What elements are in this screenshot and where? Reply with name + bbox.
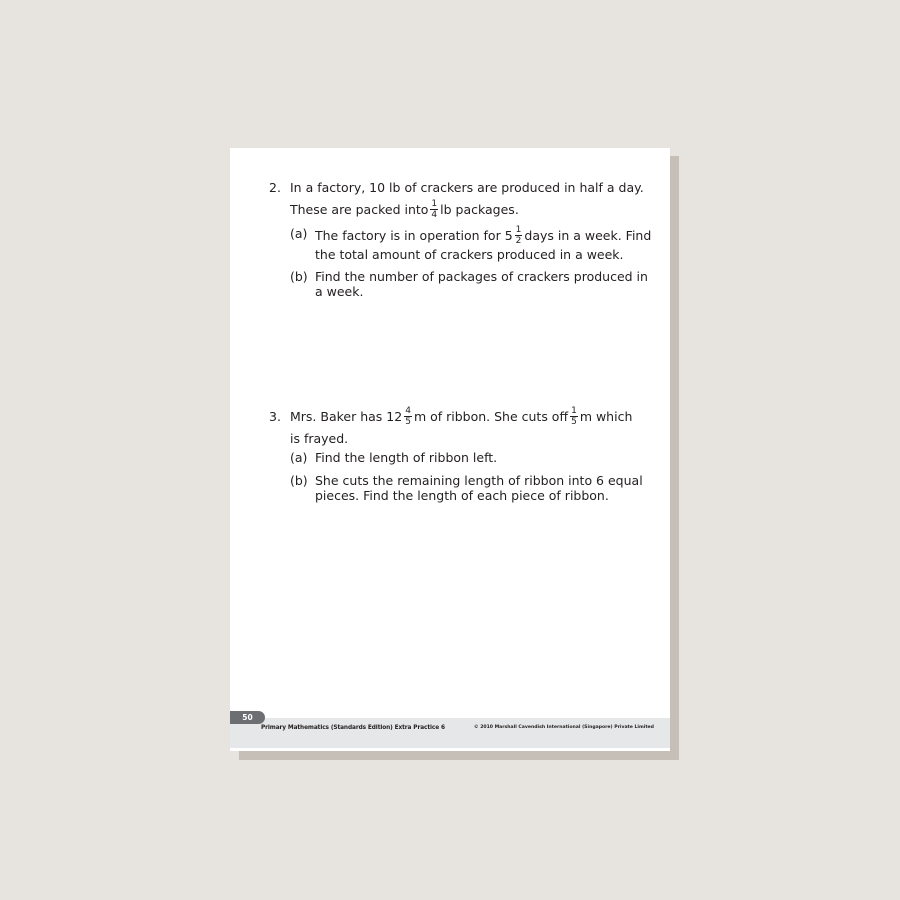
question-text-with-fraction xyxy=(290,200,519,219)
fraction-numerator: 1 xyxy=(571,405,577,416)
fraction-numerator: 1 xyxy=(515,225,522,235)
question-3-part-a xyxy=(269,450,629,465)
part-line xyxy=(315,225,652,246)
question-2-line-2 xyxy=(269,198,629,220)
question-text: is frayed. xyxy=(290,430,349,446)
question-3-line-2 xyxy=(269,427,629,449)
part-line: pieces. Find the length of each piece of ribbon. xyxy=(315,488,609,503)
fraction xyxy=(404,407,412,426)
fraction-numerator: 1 xyxy=(431,198,438,209)
question-text: In a factory, 10 lb of crackers are produced in half a day. xyxy=(290,179,644,195)
question-3 xyxy=(269,405,643,503)
text-segment: These are packed into xyxy=(290,201,429,217)
part-label: (b) xyxy=(290,269,308,284)
fraction xyxy=(515,226,523,245)
part-label: (a) xyxy=(290,226,308,241)
question-2 xyxy=(269,176,652,299)
part-line: She cuts the remaining length of ribbon into 6 equal xyxy=(315,473,643,488)
text-segment: Mrs. Baker has 12 xyxy=(290,408,403,424)
question-number: 2. xyxy=(269,179,281,195)
text-segment: m of ribbon. She cuts off xyxy=(413,408,569,424)
fraction xyxy=(570,407,578,426)
page-number-tab: 50 xyxy=(230,711,265,724)
question-text-with-fraction xyxy=(290,407,632,426)
book-title: Primary Mathematics (Standards Edition) Extra Practice 6 xyxy=(261,725,445,731)
text-segment: The factory is in operation for 5 xyxy=(315,228,513,243)
part-line: Find the number of packages of crackers produced in xyxy=(315,269,648,284)
part-line: Find the length of ribbon left. xyxy=(315,450,498,465)
question-2-line-1 xyxy=(269,176,644,198)
text-segment: lb packages. xyxy=(440,201,519,217)
part-line: the total amount of crackers produced in a week. xyxy=(315,247,624,262)
worksheet-page xyxy=(230,148,670,751)
question-3-part-b xyxy=(269,473,643,503)
question-2-part-a xyxy=(269,225,652,262)
footer-band xyxy=(230,718,670,748)
fraction-denominator: 4 xyxy=(431,209,438,220)
question-2-part-b xyxy=(269,269,648,299)
fraction-denominator: 2 xyxy=(515,236,522,246)
part-label: (a) xyxy=(290,450,308,465)
part-line: a week. xyxy=(315,284,364,299)
fraction xyxy=(430,200,438,219)
text-segment: m which xyxy=(579,408,633,424)
part-label: (b) xyxy=(290,473,308,488)
question-number: 3. xyxy=(269,408,281,424)
copyright-notice: © 2010 Marshall Cavendish International (Singapore) Private Limited xyxy=(474,725,654,730)
text-segment: days in a week. Find xyxy=(524,228,652,243)
fraction-denominator: 5 xyxy=(405,416,411,427)
question-3-line-1 xyxy=(269,405,633,427)
fraction-denominator: 5 xyxy=(571,416,577,427)
fraction-numerator: 4 xyxy=(405,405,411,416)
